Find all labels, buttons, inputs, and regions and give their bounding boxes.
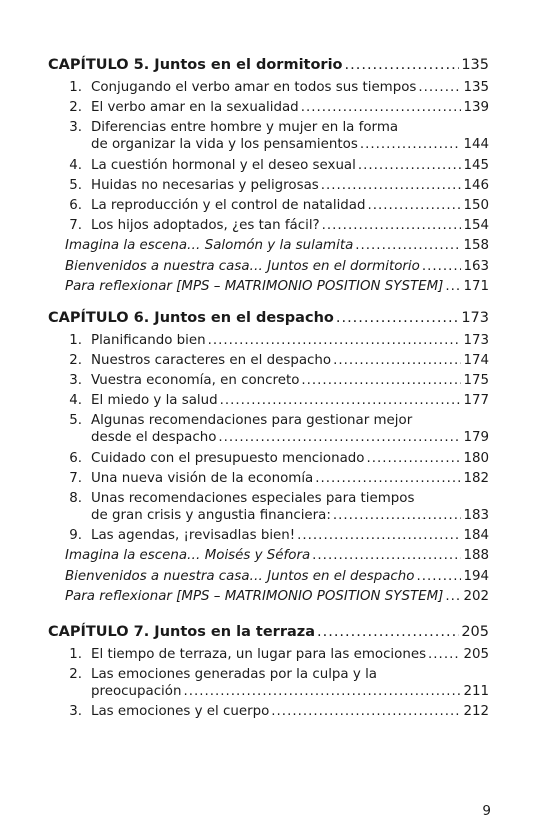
entry-number: 2. xyxy=(69,666,82,682)
entry-number: 7. xyxy=(69,470,82,486)
entry-page: 212 xyxy=(463,704,489,720)
extra-page: 188 xyxy=(463,548,489,564)
chapter-heading xyxy=(48,623,489,642)
entry-page: 182 xyxy=(463,470,489,486)
chapter-title: CAPÍTULO 7. Juntos en la terraza xyxy=(48,623,315,640)
entry-text: de organizar la vida y los pensamientos xyxy=(91,137,358,153)
chapter-title: CAPÍTULO 6. Juntos en el despacho xyxy=(48,309,334,326)
entry-page: 139 xyxy=(463,100,489,116)
entry-page: 183 xyxy=(463,508,489,523)
page-number: 9 xyxy=(482,803,491,819)
leader-dots xyxy=(360,136,462,153)
entry-page: 145 xyxy=(463,157,489,173)
toc-extra-entry xyxy=(65,547,489,564)
chapter-heading xyxy=(48,56,489,75)
chapter-page: 205 xyxy=(461,623,489,640)
toc-entry xyxy=(60,412,489,429)
entry-text: de gran crisis y angustia financiera: xyxy=(91,508,331,523)
entry-number: 1. xyxy=(69,332,82,348)
extra-text: Para reflexionar [MPS – MATRIMONIO POSITION SYSTEM] xyxy=(65,278,444,294)
entry-page: 174 xyxy=(463,352,489,368)
toc-entry-continuation xyxy=(60,429,489,446)
entry-text: Conjugando el verbo amar en todos sus tiempos xyxy=(91,80,417,95)
entry-page: 135 xyxy=(463,80,489,95)
entry-page: 184 xyxy=(463,528,489,544)
toc-extra-entry xyxy=(65,258,489,275)
entry-text: Diferencias entre hombre y mujer en la forma xyxy=(91,120,399,136)
toc-entry-continuation xyxy=(60,683,489,700)
table-of-contents xyxy=(48,56,489,720)
entry-text: Las emociones generadas por la culpa y la xyxy=(91,666,377,682)
extra-page: 194 xyxy=(463,568,489,584)
leader-dots xyxy=(418,79,461,96)
entry-number: 2. xyxy=(69,352,82,368)
entry-page: 175 xyxy=(463,373,489,389)
leader-dots xyxy=(366,450,461,467)
chapter-page: 135 xyxy=(461,57,489,73)
leader-dots xyxy=(317,623,459,642)
leader-dots xyxy=(218,429,461,446)
leader-dots xyxy=(301,372,461,389)
entry-page: 211 xyxy=(463,683,489,699)
entry-page: 144 xyxy=(463,137,489,153)
entry-text: desde el despacho xyxy=(91,430,217,446)
entry-page: 146 xyxy=(463,177,489,193)
entry-number: 3. xyxy=(69,373,82,389)
entry-page: 173 xyxy=(463,332,489,348)
extra-page: 158 xyxy=(463,238,489,254)
entry-page: 205 xyxy=(463,646,489,662)
entry-text: Las agendas, ¡revisadlas bien! xyxy=(91,528,296,544)
entry-page: 179 xyxy=(463,430,489,446)
chapter-section xyxy=(48,56,489,295)
toc-entry xyxy=(60,332,489,349)
chapter-page: 173 xyxy=(461,309,489,326)
extra-page: 163 xyxy=(463,258,489,274)
toc-entry xyxy=(60,79,489,96)
leader-dots xyxy=(355,237,461,254)
entry-text: El miedo y la salud xyxy=(91,393,218,409)
entry-page: 180 xyxy=(463,450,489,466)
leader-dots xyxy=(322,217,462,234)
chapter-section xyxy=(48,309,489,605)
entry-number: 4. xyxy=(69,393,82,409)
leader-dots xyxy=(336,309,459,328)
entry-text: El tiempo de terraza, un lugar para las emociones xyxy=(91,646,427,662)
entry-text: La cuestión hormonal y el deseo sexual xyxy=(91,157,356,173)
entry-number: 5. xyxy=(69,413,82,429)
toc-extra-entry xyxy=(65,568,489,585)
leader-dots xyxy=(333,507,462,524)
toc-entry-continuation xyxy=(60,136,489,153)
entry-number: 2. xyxy=(69,100,82,116)
toc-entry xyxy=(60,703,489,720)
leader-dots xyxy=(220,392,462,409)
entry-text: El verbo amar en la sexualidad xyxy=(91,100,299,116)
entry-text: Vuestra economía, en concreto xyxy=(91,373,300,389)
toc-extra-entry xyxy=(65,237,489,254)
entry-text: Huidas no necesarias y peligrosas xyxy=(91,177,319,193)
toc-entry xyxy=(60,217,489,234)
toc-entry xyxy=(60,99,489,116)
entry-text: Las emociones y el cuerpo xyxy=(91,704,270,720)
entry-text: Planificando bien xyxy=(91,332,206,348)
toc-entry xyxy=(60,157,489,174)
leader-dots xyxy=(345,56,460,75)
toc-entry xyxy=(60,119,489,136)
toc-entry xyxy=(60,177,489,194)
extra-page: 202 xyxy=(463,588,489,604)
chapter-heading xyxy=(48,309,489,328)
leader-dots xyxy=(312,547,461,564)
entry-number: 1. xyxy=(69,80,82,95)
leader-dots xyxy=(445,278,461,295)
toc-entry-continuation xyxy=(60,507,489,524)
entry-text: La reproducción y el control de natalidad xyxy=(91,197,366,213)
leader-dots xyxy=(358,157,462,174)
leader-dots xyxy=(301,99,462,116)
extra-text: Bienvenidos a nuestra casa… Juntos en el dormitorio xyxy=(65,258,420,274)
toc-entry xyxy=(60,470,489,487)
entry-page: 154 xyxy=(463,218,489,234)
entry-number: 8. xyxy=(69,491,82,506)
leader-dots xyxy=(271,703,461,720)
chapter-title: CAPÍTULO 5. Juntos en el dormitorio xyxy=(48,57,343,73)
toc-extra-entry xyxy=(65,588,489,605)
toc-entry xyxy=(60,197,489,214)
entry-number: 5. xyxy=(69,177,82,193)
entry-text: Nuestros caracteres en el despacho xyxy=(91,352,332,368)
leader-dots xyxy=(368,197,462,214)
entry-text: Una nueva visión de la economía xyxy=(91,470,314,486)
toc-entry xyxy=(60,372,489,389)
extra-text: Imagina la escena… Salomón y la sulamita xyxy=(65,238,354,254)
leader-dots xyxy=(297,527,461,544)
entry-number: 9. xyxy=(69,528,82,544)
entry-text: Los hijos adoptados, ¿es tan fácil? xyxy=(91,218,320,234)
leader-dots xyxy=(208,332,462,349)
entry-number: 1. xyxy=(69,646,82,662)
entry-number: 7. xyxy=(69,218,82,234)
entry-text: Unas recomendaciones especiales para tiempos xyxy=(91,491,415,506)
toc-entry xyxy=(60,666,489,683)
entry-text: Algunas recomendaciones para gestionar mejor xyxy=(91,413,413,429)
entry-page: 150 xyxy=(463,197,489,213)
leader-dots xyxy=(183,683,461,700)
entry-number: 6. xyxy=(69,450,82,466)
entry-number: 3. xyxy=(69,120,82,136)
entry-number: 3. xyxy=(69,704,82,720)
toc-entry xyxy=(60,646,489,663)
entry-text: Cuidado con el presupuesto mencionado xyxy=(91,450,365,466)
toc-entry xyxy=(60,392,489,409)
extra-text: Imagina la escena… Moisés y Séfora xyxy=(65,548,311,564)
entry-number: 4. xyxy=(69,157,82,173)
extra-page: 171 xyxy=(463,278,489,294)
chapter-section xyxy=(48,623,489,720)
leader-dots xyxy=(445,588,461,605)
leader-dots xyxy=(321,177,462,194)
toc-entry xyxy=(60,527,489,544)
leader-dots xyxy=(416,568,461,585)
entry-text: preocupación xyxy=(91,683,182,699)
leader-dots xyxy=(428,646,461,663)
toc-entry xyxy=(60,450,489,467)
leader-dots xyxy=(422,258,462,275)
toc-entry xyxy=(60,490,489,507)
toc-extra-entry xyxy=(65,278,489,295)
entry-number: 6. xyxy=(69,197,82,213)
leader-dots xyxy=(333,352,461,369)
extra-text: Bienvenidos a nuestra casa… Juntos en el despacho xyxy=(65,568,415,584)
toc-entry xyxy=(60,352,489,369)
leader-dots xyxy=(315,470,461,487)
entry-page: 177 xyxy=(463,393,489,409)
extra-text: Para reflexionar [MPS – MATRIMONIO POSITION SYSTEM] xyxy=(65,588,444,604)
